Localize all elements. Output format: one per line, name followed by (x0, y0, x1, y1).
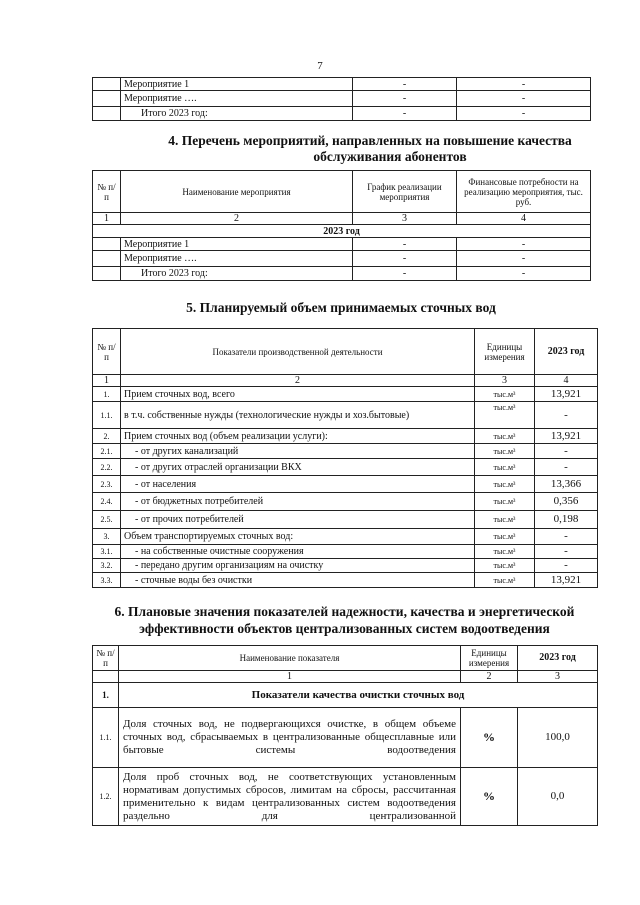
table-row: 2.2. - от других отраслей организации ВКХ тыс.м³ - (93, 459, 598, 476)
section5-title: 5. Планируемый объем принимаемых сточных вод (186, 300, 496, 315)
header-row: № п/п Показатели производственной деятельности Единицы измерения 2023 год (93, 329, 598, 375)
total-label: Итого 2023 год: (121, 107, 353, 121)
activity-name: Мероприятие …. (121, 91, 353, 107)
table-row: Итого 2023 год: - - (93, 267, 591, 281)
table-row: Мероприятие …. - - (93, 91, 591, 107)
table-row: 2.3. - от населения тыс.м³ 13,366 (93, 476, 598, 493)
table-row: 1.1. Доля сточных вод, не подвергающихся очистке, в общем объеме сточных вод, сбрасываемых в централизованные общесплавные или бытовые системы водоотведения % 100,0 (93, 708, 598, 768)
page-number: 7 (317, 60, 323, 72)
group-row: 1. Показатели качества очистки сточных вод (93, 683, 598, 708)
table-row: Итого 2023 год: - - (93, 107, 591, 121)
section4-title-line2: обслуживания абонентов (313, 149, 467, 164)
table-row: 3.1. - на собственные очистные сооружения тыс.м³ - (93, 545, 598, 559)
section5-table (92, 328, 598, 588)
table-row: Мероприятие …. - - (93, 251, 591, 267)
table-row: 1. Прием сточных вод, всего тыс.м³ 13,921 (93, 387, 598, 402)
table-row: 2.5. - от прочих потребителей тыс.м³ 0,198 (93, 511, 598, 529)
column-numbers-row: 1 2 3 4 (93, 213, 591, 225)
table-row: 2.1. - от других канализаций тыс.м³ - (93, 444, 598, 459)
table-row: Мероприятие 1 - - (93, 78, 591, 91)
header-row: № п/п Наименование мероприятия График реализации мероприятия Финансовые потребности на реализацию мероприятия, тыс. руб. (93, 171, 591, 213)
header-row: № п/п Наименование показателя Единицы измерения 2023 год (93, 646, 598, 671)
table-row: 1.2. Доля проб сточных вод, не соответствующих установленным нормативам допустимых сбросов, лимитам на сбросы, рассчитанная применительно к видам централизованных систем водоотведения раздельно для централизованной % 0,0 (93, 768, 598, 826)
section6-title-line1: 6. Плановые значения показателей надежности, качества и энергетической (114, 604, 575, 619)
column-numbers-row: 1 2 3 4 (93, 375, 598, 387)
column-numbers-row: 1 2 3 (93, 671, 598, 683)
table-row: 3.3. - сточные воды без очистки тыс.м³ 13,921 (93, 573, 598, 588)
top-table (92, 77, 591, 121)
section4-title-line1: 4. Перечень мероприятий, направленных на повышение качества (168, 133, 572, 148)
activity-name: Мероприятие 1 (121, 78, 353, 91)
table-row: 1.1. в т.ч. собственные нужды (технологические нужды и хоз.бытовые) тыс.м³ - (93, 402, 598, 429)
section6-table (92, 645, 598, 826)
table-row: 3. Объем транспортируемых сточных вод: тыс.м³ - (93, 529, 598, 545)
table-row: 2. Прием сточных вод (объем реализации услуги): тыс.м³ 13,921 (93, 429, 598, 444)
section6-title-line2: эффективности объектов централизованных систем водоотведения (139, 621, 550, 636)
section4-table (92, 170, 591, 281)
table-row: 2.4. - от бюджетных потребителей тыс.м³ 0,356 (93, 493, 598, 511)
year-row: 2023 год (93, 225, 591, 238)
table-row: Мероприятие 1 - - (93, 238, 591, 251)
table-row: 3.2. - передано другим организациям на очистку тыс.м³ - (93, 559, 598, 573)
